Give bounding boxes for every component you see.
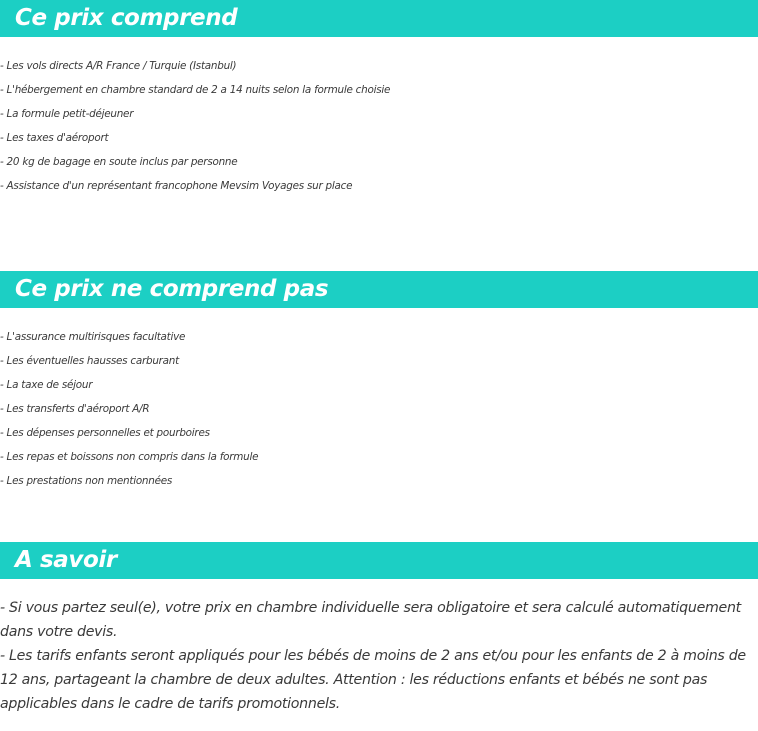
list-item: - Les taxes d'aéroport [0, 132, 109, 144]
list-item: - Assistance d'un représentant francophone Mevsim Voyages sur place [0, 180, 353, 192]
excludes-banner [0, 271, 758, 308]
list-item: - Les transferts d'aéroport A/R [0, 403, 150, 415]
excludes-title: Ce prix ne comprend pas [15, 276, 329, 302]
includes-title: Ce prix comprend [15, 5, 238, 31]
includes-section [0, 0, 758, 198]
savoir-title: A savoir [15, 547, 117, 573]
savoir-section [0, 542, 758, 716]
includes-list [0, 54, 758, 198]
savoir-paragraph: - Les tarifs enfants seront appliqués pour les bébés de moins de 2 ans et/ou pour les enfants de 2 à moins de 12 ans, partageant la chambre de deux adultes. Attention : les réductions enfants et bébés ne sont pas applicables dans le cadre de tarifs promotionnels. [0, 648, 746, 712]
savoir-body [0, 596, 758, 716]
list-item: - Les éventuelles hausses carburant [0, 355, 179, 367]
list-item: - Les repas et boissons non compris dans la formule [0, 451, 259, 463]
list-item: - L'hébergement en chambre standard de 2 a 14 nuits selon la formule choisie [0, 84, 391, 96]
list-item: - Les vols directs A/R France / Turquie (Istanbul) [0, 60, 237, 72]
list-item: - Les prestations non mentionnées [0, 475, 173, 487]
includes-banner [0, 0, 758, 37]
savoir-paragraph: - Si vous partez seul(e), votre prix en chambre individuelle sera obligatoire et sera calculé automatiquement dans votre devis. [0, 600, 741, 640]
excludes-list [0, 325, 758, 493]
list-item: - La formule petit-déjeuner [0, 108, 134, 120]
list-item: - L'assurance multirisques facultative [0, 331, 186, 343]
list-item: - La taxe de séjour [0, 379, 93, 391]
list-item: - Les dépenses personnelles et pourboires [0, 427, 210, 439]
savoir-banner [0, 542, 758, 579]
excludes-section [0, 271, 758, 493]
list-item: - 20 kg de bagage en soute inclus par personne [0, 156, 238, 168]
